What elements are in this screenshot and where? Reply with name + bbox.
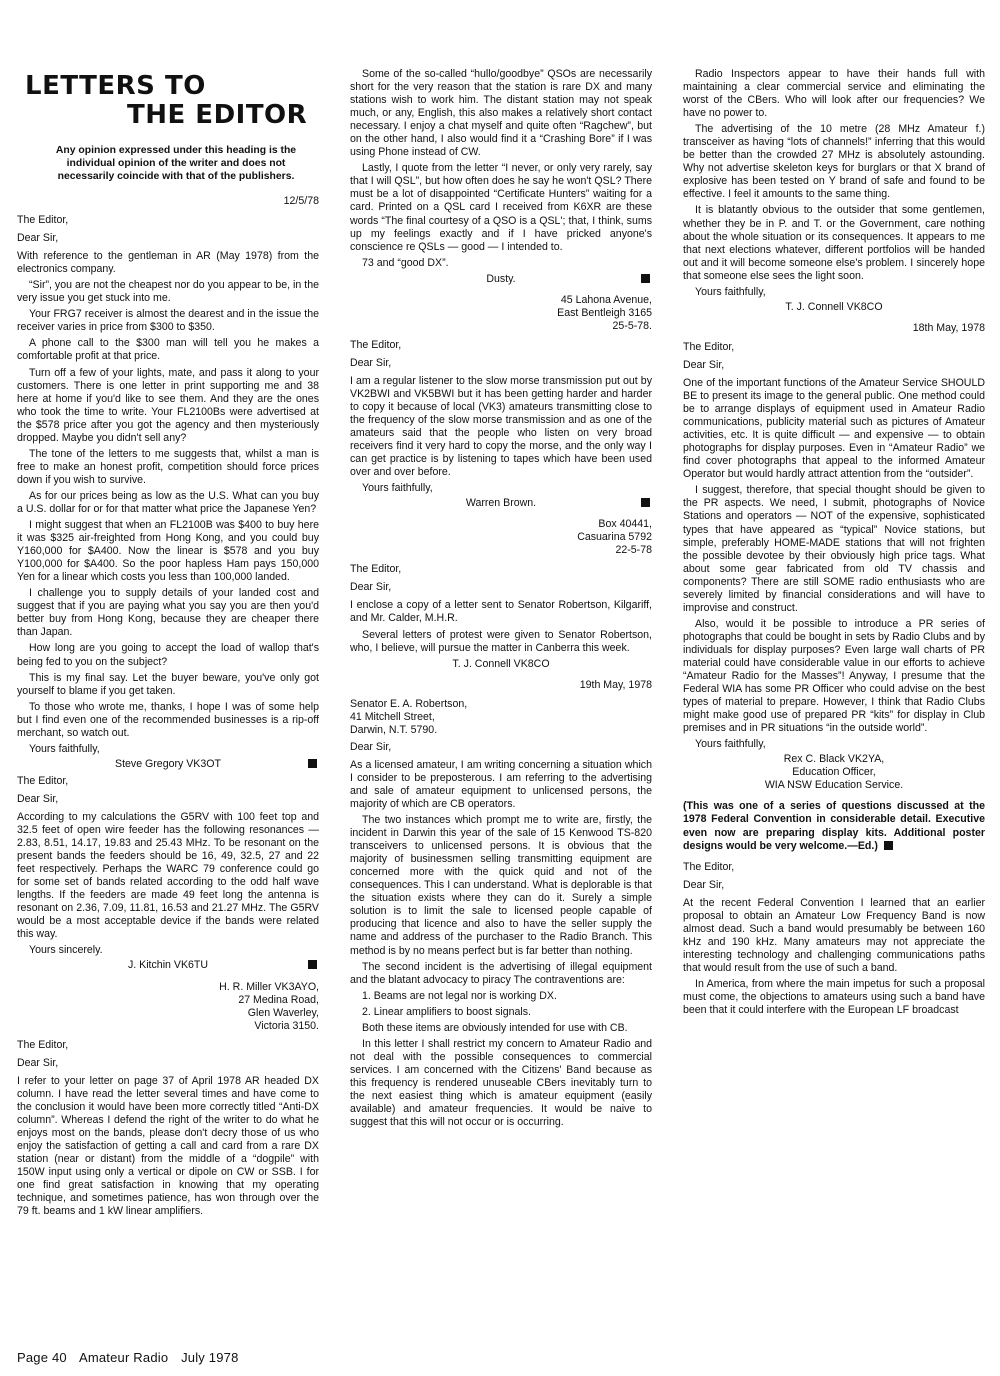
- sender-address: 45 Lahona Avenue, East Bentleigh 3165 25-5-78.: [557, 293, 652, 332]
- paragraph: Your FRG7 receiver is almost the dearest and in the issue the receiver varies in price from $300 to $350.: [17, 308, 319, 334]
- paragraph: I might suggest that when an FL2100B was $400 to buy here it was $325 air-freighted from Hong Kong, and you could buy Y160,000 for $A400. Now the linear is $578 and you buy Y100,000 for $A400. So the poor hapless Ham pays 150,000 Yen for a linear which costs you less than 100,000 landed.: [17, 519, 319, 584]
- letter-4: [350, 294, 652, 511]
- letter-signature: Warren Brown.: [350, 497, 652, 510]
- paragraph: At the recent Federal Convention I learned that an earlier proposal to obtain an Amateur Low Frequency Band is now almost dead. Such a band would presumably be between 160 kHz and 190 kHz. Many amateurs may not appreciate the interesting technology and challenging communications paths that would result from the use of such a band.: [683, 896, 985, 974]
- letter-signature: Rex C. Black VK2YA, Education Officer, WIA NSW Education Service.: [764, 753, 904, 792]
- paragraph: This is my final say. Let the buyer beware, you've only got yourself to blame if you get taken.: [17, 671, 319, 697]
- paragraph: As for our prices being as low as the U.S. What can you buy a U.S. dollar for or for that matter what price the Japanese Yen?: [17, 489, 319, 515]
- page-footer: [17, 1350, 248, 1366]
- column-3: [683, 68, 985, 1020]
- letter-1: [17, 195, 319, 771]
- letter-addressee: The Editor,: [17, 1038, 69, 1051]
- letter-salutation: Dear Sir,: [350, 356, 392, 369]
- letter-closing: Yours sincerely.: [29, 944, 103, 957]
- end-mark-icon: [641, 274, 650, 283]
- letter-closing: Yours faithfully,: [695, 285, 766, 298]
- column-1: [17, 72, 319, 1218]
- letter-salutation: Dear Sir,: [350, 581, 392, 594]
- paragraph: The advertising of the 10 metre (28 MHz Amateur f.) transceiver as having “lots of channels!” inferring that this would be better than the crowded 27 MHz is absolutely astounding. Why not advertise skeleton keys for burglars or that X brand of explosive has been tested on Y brand of safe and found to be effective. I feel it amounts to the same thing.: [683, 123, 985, 201]
- letter-salutation: Dear Sir,: [350, 740, 392, 753]
- paragraph: “Sir”, you are not the cheapest nor do you appear to be, in the very issue you get stuck into me.: [17, 279, 319, 305]
- end-mark-icon: [308, 960, 317, 969]
- letter-date: 12/5/78: [283, 195, 319, 207]
- letter-3: [17, 981, 319, 1219]
- letter-8: [683, 861, 985, 1018]
- paragraph: As a licensed amateur, I am writing concerning a situation which I consider to be preposterous. I am referring to the advertising and sale of amateur equipment to unlicensed persons, the majority of which are CB operators.: [350, 758, 652, 811]
- letter-6-continued: [683, 68, 985, 314]
- letter-closing: Yours faithfully,: [362, 482, 433, 495]
- letter-addressee: The Editor,: [17, 774, 69, 787]
- paragraph: One of the important functions of the Amateur Service SHOULD BE to present its image to the general public. One method could be to arrange displays of equipment used in Amateur Radio communications, publicity material such as pictures of Amateur activities, etc. It is quite difficult — and expensive — to obtain photographs for display purposes. Even in “Amateur Radio” we find cover photographs that appeal to the informed Amateur Operator but would hardly attract attention from the “outsider”.: [683, 376, 985, 481]
- editor-note: (This was one of a series of questions discussed at the 1978 Federal Convention in considerable detail. Executive even now are preparing display kits. Additional poster designs would be very welcome.—Ed.): [683, 800, 985, 852]
- letter-signature: Dusty.: [350, 273, 652, 286]
- page-number: Page 40: [17, 1350, 67, 1365]
- letter-addressee: The Editor,: [17, 214, 69, 227]
- letter-closing: Yours faithfully,: [29, 742, 100, 755]
- paragraph: Lastly, I quote from the letter “I never, or only very rarely, say that I will QSL”, but how often does he say he won't QSL? There must be a lot of disappointed “Certificate Hunters” waiting for a card. Printed on a QSL card I received from K6XR are these words “The final courtesy of a QSO is a QSL'; that, I think, sums up my feelings exactly and if I have pricked anyone's conscience re QSLs — good — I intended to.: [350, 162, 652, 253]
- letter-signature: T. J. Connell VK8CO: [785, 300, 883, 313]
- letter-signature: Steve Gregory VK3OT: [17, 758, 319, 771]
- paragraph: Several letters of protest were given to Senator Robertson, who, I believe, will pursue the matter in Canberra this week.: [350, 628, 652, 654]
- paragraph: It is blatantly obvious to the outsider that some gentlemen, whether they be in P. and T. or the Government, care nothing about the whole situation or its consequences. It appears to me that next elections whatever, different portfolios will be handed out and it will become someone else's problem. I sincerely hope that someone else sees the light soon.: [683, 204, 985, 282]
- paragraph: A phone call to the $300 man will tell you he makes a comfortable profit at that price.: [17, 337, 319, 363]
- letter-3-continued: [350, 68, 652, 286]
- letter-6: [350, 679, 652, 1130]
- letter-closing: Yours faithfully,: [695, 738, 766, 751]
- column-2: [350, 68, 652, 1132]
- end-mark-icon: [884, 841, 893, 850]
- paragraph: In America, from where the main impetus for such a proposal must come, the objections to amateurs using such a band have been that it could interfere with the European LF broadcast: [683, 978, 985, 1017]
- paragraph: I refer to your letter on page 37 of April 1978 AR headed DX column. I have read the letter several times and have come to the conclusion it would have been more correctly titled “Anti-DX column”. Whereas I defend the right of the writer to do what he enjoys most on the bands, please don't decry those of us who enjoy the satisfaction of getting a call and card from a rare DX station (near or distant) from the middle of a “dogpile” with 150W input using only a vertical or dipole on CW or SSB. I for one find great satisfaction in knowing that my operating technique, and sometimes patience, has won through over the 79 ft. beams and 1 kW linear amplifiers.: [17, 1074, 319, 1218]
- paragraph: In this letter I shall restrict my concern to Amateur Radio and not deal with the possible consequences to commercial services. I am concerned with the Citizens' Band because as this frequency is rendered unuseable CBers inevitably turn to the next easiest thing which is amateur equipment (easily available) and amateur frequencies. It would be naive to suggest that this will not occur or is occurring.: [350, 1037, 652, 1129]
- letter-2: [17, 775, 319, 973]
- end-mark-icon: [641, 498, 650, 507]
- magazine-name: Amateur Radio: [78, 1350, 169, 1365]
- paragraph: The tone of the letters to me suggests that, whilst a man is free to make an honest profit, competition should force prices down if you wish to survive.: [17, 447, 319, 486]
- letter-addressee: The Editor,: [683, 860, 735, 873]
- paragraph: I am a regular listener to the slow morse transmission put out by VK2BWI and VK5BWI but it has been getting harder and harder to copy it because of local (VK3) amateurs transmitting close to the frequency of the slow morse transmission and as one of the amateurs said that the people who listen on very broad receivers find it very hard to copy the morse, and the only way I can get practice is by listening to tapes which have been used over and over before.: [350, 374, 652, 479]
- paragraph: Some of the so-called “hullo/goodbye” QSOs are necessarily short for the very reason that the station is rare DX and many stations wish to work him. The distant station may not speak much, or any, English, this also makes a relatively short contact necessary. I enjoy a chat myself and quite often “Ragchew”, but on the other hand, I also would find it a “Crashing Bore” if I was using Phone instead of CW.: [350, 68, 652, 159]
- end-mark-icon: [308, 759, 317, 768]
- letter-addressee: The Editor,: [350, 338, 402, 351]
- paragraph: With reference to the gentleman in AR (May 1978) from the electronics company.: [17, 250, 319, 276]
- letter-date: 18th May, 1978: [912, 321, 985, 334]
- list-item: 2. Linear amplifiers to boost signals.: [362, 1005, 531, 1018]
- letter-signature: J. Kitchin VK6TU: [17, 959, 319, 972]
- letter-salutation: Dear Sir,: [683, 358, 725, 371]
- issue-date: July 1978: [181, 1350, 239, 1365]
- paragraph: The second incident is the advertising of illegal equipment and the blatant advocacy to piracy The contraventions are:: [350, 960, 652, 986]
- letter-addressee: The Editor,: [683, 340, 735, 353]
- paragraph: Turn off a few of your lights, mate, and pass it along to your customers. There is one letter in print supporting me and 38 here at home if you'd like to see them. And they are the ones who took the time to write. Your FL2100Bs were advertised at the $578 price after you got the agency and then mysteriously dropped. Maybe you didn't sell any?: [17, 366, 319, 444]
- letter-date: 19th May, 1978: [579, 678, 652, 691]
- letter-salutation: Dear Sir,: [17, 1056, 59, 1069]
- paragraph: I suggest, therefore, that special thought should be given to the PR aspects. We need, I submit, photographs of Novice Stations and operators — NOT of the expensive, sophisticated types that have appeared as “typical” Novice stations, but simple, preferably HOME-MADE stations that will not frighten the possible devotee by their obviously high price tags. What about some gear fabricated from old TV chassis and components? There are still SOME radio enthusiasts who are severely limited by financial considerations and will have to improvise and construct.: [683, 484, 985, 614]
- paragraph: I challenge you to supply details of your landed cost and suggest that if you are paying what you say you are then you'd better buy from Hong Kong, because they are cheaper there than Japan.: [17, 587, 319, 639]
- disclaimer: Any opinion expressed under this heading is the individual opinion of the writer and does not necessarily coincide with that of the publishers.: [55, 145, 297, 182]
- paragraph: The two instances which prompt me to write are, firstly, the incident in Darwin this year of the sale of 15 Kenwood TS-820 transceivers to unlicensed persons. It is obvious that the majority of businessmen selling transmitting equipment are concerned more with the quick quid and not of the consequences. This I can understand. What is deplorable is that the situation exists where they can do it. Surely a simple solution is to limit the sale to licensed people capable of producing that licence and also to have the seller supply the name and address of the purchaser to the Radio Branch. This method is by no means perfect but is far better than nothing.: [350, 814, 652, 957]
- sender-address: H. R. Miller VK3AYO, 27 Medina Road, Glen Waverley, Victoria 3150.: [219, 980, 319, 1032]
- sender-address: Box 40441, Casuarina 5792 22-5-78: [577, 518, 652, 557]
- paragraph: According to my calculations the G5RV with 100 feet top and 32.5 feet of open wire feeder has the following resonances — 2.83, 8.51, 14.17, 19.83 and 25.43 MHz. To be resonant on the present bands the feeders should be 16, 49, 32.5, 27 and 22 feet respectively. Perhaps the WARC 79 conference could go for some set of bands related according to the odd half wave lengths. If the feeders are made 49 feet long the antenna is resonant on 2.36, 7.09, 11.81, 16.53 and 21.27 MHz. The G5RV would be a most acceptable device if the bands were related this way.: [17, 810, 319, 941]
- page-title: LETTERS TO THE EDITOR: [25, 71, 308, 130]
- letter-addressee: The Editor,: [350, 563, 402, 576]
- paragraph: Radio Inspectors appear to have their hands full with maintaining a clear commercial service and eliminating the worst of the CBers. Who will look after our frequencies? We have no power to.: [683, 68, 985, 120]
- letter-7: [683, 322, 985, 853]
- list-item: 1. Beams are not legal nor is working DX.: [362, 989, 557, 1002]
- paragraph: Also, would it be possible to introduce a PR series of photographs that could be bought in sets by Radio Clubs and by individuals for display purposes? Even large wall charts of PR material could have considerable value in our efforts to achieve “Amateur Radio for the Masses”! Anyway, I presume that the Federal WIA has some PR Officer who could advise on the best types of material to prepare. However, I think that Radio Clubs might make good use of prepared PR “kits” for display in Club premises and in PR situations “in the outside world”.: [683, 617, 985, 735]
- recipient-address: Senator E. A. Robertson, 41 Mitchell Street, Darwin, N.T. 5790.: [350, 697, 468, 736]
- paragraph: I enclose a copy of a letter sent to Senator Robertson, Kilgariff, and Mr. Calder, M.H.R.: [350, 599, 652, 625]
- letter-salutation: Dear Sir,: [683, 878, 725, 891]
- paragraph: How long are you going to accept the load of wallop that's being fed to you on the subject?: [17, 642, 319, 668]
- paragraph: 73 and “good DX”.: [362, 256, 449, 269]
- letter-salutation: Dear Sir,: [17, 792, 59, 805]
- paragraph: Both these items are obviously intended for use with CB.: [362, 1021, 628, 1034]
- letter-5: [350, 518, 652, 670]
- letter-salutation: Dear Sir,: [17, 232, 59, 245]
- paragraph: To those who wrote me, thanks, I hope I was of some help but I find even one of the recommended businesses is a rip-off merchant, so watch out.: [17, 700, 319, 739]
- letter-signature: T. J. Connell VK8CO: [452, 657, 550, 670]
